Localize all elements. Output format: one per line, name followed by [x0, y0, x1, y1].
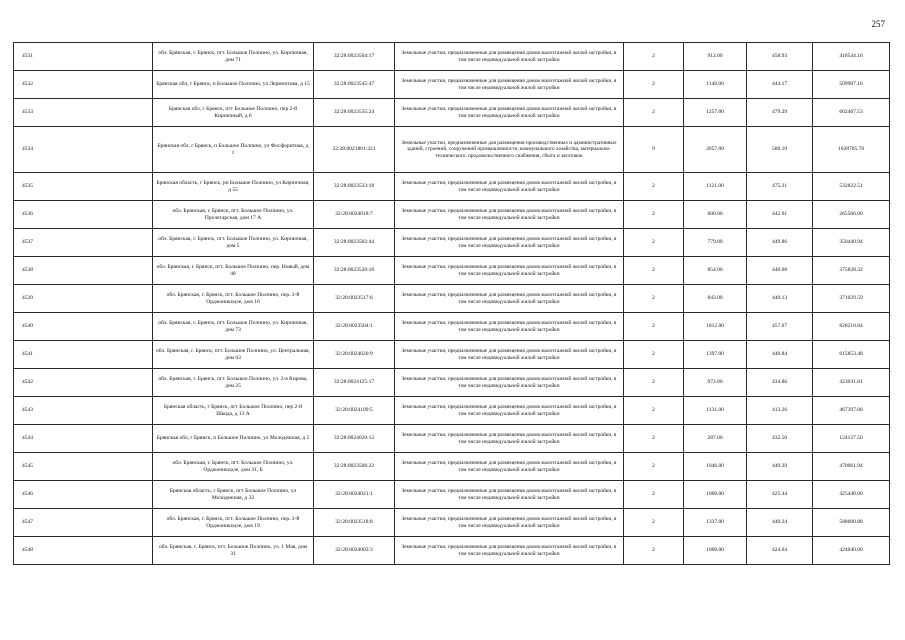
- table-row: [14, 369, 890, 397]
- cadastral-value-cell: 828210.84: [813, 313, 890, 341]
- land-use-type-cell: Земельные участки, предназначенные для размещения домов малоэтажной жилой застройки, в том числе индивидуальной жилой застройки: [395, 99, 624, 127]
- cadastral-number-cell: 32:28:0023517:6: [314, 285, 395, 313]
- registry-body: [14, 43, 890, 565]
- cadastral-value-cell: 509907.16: [813, 71, 890, 99]
- area-cell: 1046.00: [684, 453, 747, 481]
- address-cell: обл. Брянская, г. Брянск, пгт. Большое Полпино, ул. Кирпичная, дом 5: [153, 229, 314, 257]
- address-cell: обл. Брянская, г. Брянск, пгт. Большое Полпино, ул. Кирпичная, дом 71: [153, 43, 314, 71]
- cadastral-value-cell: 532822.51: [813, 173, 890, 201]
- table-row: [14, 173, 890, 201]
- row-number: 4537: [14, 229, 153, 257]
- group-cell: 2: [624, 99, 684, 127]
- table-row: [14, 397, 890, 425]
- cadastral-value-cell: 615853.48: [813, 341, 890, 369]
- row-number: 4539: [14, 285, 153, 313]
- specific-value-cell: 457.07: [747, 313, 813, 341]
- group-cell: 2: [624, 537, 684, 565]
- group-cell: 2: [624, 397, 684, 425]
- specific-value-cell: 442.61: [747, 201, 813, 229]
- land-use-type-cell: Земельные участки, предназначенные для размещения домов малоэтажной жилой застройки, в том числе индивидуальной жилой застройки: [395, 453, 624, 481]
- group-cell: 2: [624, 453, 684, 481]
- cadastral-number-cell: 32:28:0024020:9: [314, 341, 395, 369]
- specific-value-cell: 479.29: [747, 99, 813, 127]
- group-cell: 2: [624, 201, 684, 229]
- cadastral-value-cell: 425440.00: [813, 481, 890, 509]
- cadastral-number-cell: 32:28:0023518:8: [314, 509, 395, 537]
- specific-value-cell: 500.10: [747, 127, 813, 173]
- row-number: 4546: [14, 481, 153, 509]
- land-plot-registry-table: [13, 42, 890, 565]
- row-number: 4536: [14, 201, 153, 229]
- table-row: [14, 313, 890, 341]
- specific-value-cell: 440.13: [747, 285, 813, 313]
- row-number: 4534: [14, 127, 153, 173]
- address-cell: обл. Брянская, г. Брянск, пгт. Большое Полпино, ул. Кирпичная, дом 73: [153, 313, 314, 341]
- address-cell: Брянская обл, г Брянск, п Большое Полпино, ул Молодежная, д 2: [153, 425, 314, 453]
- row-number: 4540: [14, 313, 153, 341]
- page-number: 257: [871, 19, 885, 29]
- row-number: 4535: [14, 173, 153, 201]
- address-cell: обл. Брянская, г. Брянск, пгт. Большое Полпино, пер. 2-й Орджоникидзе, дом 16: [153, 285, 314, 313]
- row-number: 4545: [14, 453, 153, 481]
- cadastral-value-cell: 602467.53: [813, 99, 890, 127]
- row-number: 4532: [14, 71, 153, 99]
- table-row: [14, 341, 890, 369]
- cadastral-number-cell: 32:28:0024109:5: [314, 397, 395, 425]
- specific-value-cell: 440.84: [747, 341, 813, 369]
- specific-value-cell: 425.44: [747, 481, 813, 509]
- cadastral-number-cell: 32:28:0023520:18: [314, 257, 395, 285]
- area-cell: 1000.00: [684, 537, 747, 565]
- cadastral-number-cell: 32:28:0023502:44: [314, 229, 395, 257]
- address-cell: Брянская область, г Брянск, пгт Большое Полпино, пер 2-й Шкода, д 13 А: [153, 397, 314, 425]
- specific-value-cell: 432.50: [747, 425, 813, 453]
- group-cell: 2: [624, 369, 684, 397]
- group-cell: 2: [624, 43, 684, 71]
- land-use-type-cell: Земельные участки, предназначенные для размещения домов малоэтажной жилой застройки, в том числе индивидуальной жилой застройки: [395, 229, 624, 257]
- cadastral-number-cell: 32:28:0023535:24: [314, 99, 395, 127]
- cadastral-number-cell: 32:28:0024020:12: [314, 425, 395, 453]
- table-row: [14, 229, 890, 257]
- row-number: 4542: [14, 369, 153, 397]
- address-cell: обл. Брянская, г. Брянск, пгт. Большое Полпино, ул. 1 Мая, дом 31: [153, 537, 314, 565]
- cadastral-value-cell: 1028705.70: [813, 127, 890, 173]
- specific-value-cell: 458.93: [747, 43, 813, 71]
- area-cell: 1131.00: [684, 397, 747, 425]
- address-cell: обл. Брянская, г. Брянск, пгт. Большое Полпино, ул. Центральная, дом 63: [153, 341, 314, 369]
- cadastral-value-cell: 418544.16: [813, 43, 890, 71]
- cadastral-value-cell: 350440.94: [813, 229, 890, 257]
- area-cell: 1397.00: [684, 341, 747, 369]
- row-number: 4544: [14, 425, 153, 453]
- specific-value-cell: 444.17: [747, 71, 813, 99]
- area-cell: 1000.00: [684, 481, 747, 509]
- area-cell: 1121.00: [684, 173, 747, 201]
- group-cell: 2: [624, 173, 684, 201]
- cadastral-value-cell: 124127.50: [813, 425, 890, 453]
- land-use-type-cell: Земельные участки, предназначенные для размещения домов малоэтажной жилой застройки, в том числе индивидуальной жилой застройки: [395, 341, 624, 369]
- row-number: 4547: [14, 509, 153, 537]
- group-cell: 9: [624, 127, 684, 173]
- cadastral-number-cell: 32:28:0021801:321: [314, 127, 395, 173]
- table-row: [14, 285, 890, 313]
- area-cell: 843.00: [684, 285, 747, 313]
- cadastral-number-cell: 32:28:0024125:17: [314, 369, 395, 397]
- area-cell: 912.00: [684, 43, 747, 71]
- land-use-type-cell: Земельные участки, предназначенные для размещения домов малоэтажной жилой застройки, в том числе индивидуальной жилой застройки: [395, 397, 624, 425]
- cadastral-number-cell: 32:28:0024003:3: [314, 537, 395, 565]
- area-cell: 600.00: [684, 201, 747, 229]
- area-cell: 2057.00: [684, 127, 747, 173]
- table-row: [14, 453, 890, 481]
- group-cell: 2: [624, 313, 684, 341]
- specific-value-cell: 440.24: [747, 509, 813, 537]
- specific-value-cell: 475.31: [747, 173, 813, 201]
- land-use-type-cell: Земельные участки, предназначенные для размещения домов малоэтажной жилой застройки, в том числе индивидуальной жилой застройки: [395, 425, 624, 453]
- area-cell: 1257.00: [684, 99, 747, 127]
- specific-value-cell: 449.39: [747, 453, 813, 481]
- row-number: 4543: [14, 397, 153, 425]
- cadastral-number-cell: 32:28:0023545:47: [314, 71, 395, 99]
- table-row: [14, 71, 890, 99]
- cadastral-value-cell: 371029.59: [813, 285, 890, 313]
- land-use-type-cell: Земельные участки, предназначенные для размещения домов малоэтажной жилой застройки, в том числе индивидуальной жилой застройки: [395, 285, 624, 313]
- cadastral-value-cell: 375828.32: [813, 257, 890, 285]
- land-use-type-cell: Земельные участки, предназначенные для размещения домов малоэтажной жилой застройки, в том числе индивидуальной жилой застройки: [395, 313, 624, 341]
- specific-value-cell: 449.86: [747, 229, 813, 257]
- group-cell: 2: [624, 285, 684, 313]
- cadastral-value-cell: 265566.00: [813, 201, 890, 229]
- land-use-type-cell: Земельные участки, предназначенные для размещения производственных и административных зданий, строений, сооружений промышленности, коммунального хозяйства, материально-технического, продовольственного снабжения, сбыта и заготовок: [395, 127, 624, 173]
- cadastral-value-cell: 588600.88: [813, 509, 890, 537]
- cadastral-number-cell: 32:28:0023504:1: [314, 313, 395, 341]
- table-row: [14, 99, 890, 127]
- land-use-type-cell: Земельные участки, предназначенные для размещения домов малоэтажной жилой застройки, в том числе индивидуальной жилой застройки: [395, 257, 624, 285]
- table-row: [14, 537, 890, 565]
- land-use-type-cell: Земельные участки, предназначенные для размещения домов малоэтажной жилой застройки, в том числе индивидуальной жилой застройки: [395, 43, 624, 71]
- group-cell: 2: [624, 229, 684, 257]
- group-cell: 2: [624, 425, 684, 453]
- address-cell: Брянская область, г Брянск, пгт Большое Полпино, ул Молодежная, д 32: [153, 481, 314, 509]
- specific-value-cell: 413.26: [747, 397, 813, 425]
- group-cell: 2: [624, 509, 684, 537]
- land-use-type-cell: Земельные участки, предназначенные для размещения домов малоэтажной жилой застройки, в том числе индивидуальной жилой застройки: [395, 369, 624, 397]
- cadastral-value-cell: 470061.94: [813, 453, 890, 481]
- specific-value-cell: 440.08: [747, 257, 813, 285]
- table-row: [14, 257, 890, 285]
- address-cell: Брянская обл, г Брянск, пгт Большое Полпино, пер 2-й Кирпичный, д 6: [153, 99, 314, 127]
- address-cell: Брянская область, г Брянск, рп Большое Полпино, ул Кирпичная, д 55: [153, 173, 314, 201]
- group-cell: 2: [624, 257, 684, 285]
- cadastral-number-cell: 32:28:0023533:18: [314, 173, 395, 201]
- cadastral-number-cell: 32:28:0024018:7: [314, 201, 395, 229]
- land-use-type-cell: Земельные участки, предназначенные для размещения домов малоэтажной жилой застройки, в том числе индивидуальной жилой застройки: [395, 481, 624, 509]
- area-cell: 779.00: [684, 229, 747, 257]
- address-cell: обл. Брянская, г. Брянск, пгт. Большое Полпино, ул. 2-я Кирова, дом 25: [153, 369, 314, 397]
- area-cell: 1812.00: [684, 313, 747, 341]
- cadastral-number-cell: 32:28:0024021:1: [314, 481, 395, 509]
- land-use-type-cell: Земельные участки, предназначенные для размещения домов малоэтажной жилой застройки, в том числе индивидуальной жилой застройки: [395, 201, 624, 229]
- land-use-type-cell: Земельные участки, предназначенные для размещения домов малоэтажной жилой застройки, в том числе индивидуальной жилой застройки: [395, 537, 624, 565]
- area-cell: 854.00: [684, 257, 747, 285]
- group-cell: 2: [624, 341, 684, 369]
- row-number: 4538: [14, 257, 153, 285]
- address-cell: Брянская обл, г Брянск, п Большое Полпино, ул Лермонтова, д 15: [153, 71, 314, 99]
- table-row: [14, 481, 890, 509]
- address-cell: обл. Брянская, г. Брянск, пгт. Большое Полпино, ул. Пролетарская, дом 17 А: [153, 201, 314, 229]
- land-use-type-cell: Земельные участки, предназначенные для размещения домов малоэтажной жилой застройки, в том числе индивидуальной жилой застройки: [395, 71, 624, 99]
- address-cell: обл. Брянская, г. Брянск, пгт. Большое Полпино, ул. Орджоникидзе, дом 31, Б: [153, 453, 314, 481]
- table-row: [14, 127, 890, 173]
- area-cell: 1337.00: [684, 509, 747, 537]
- cadastral-number-cell: 32:28:0023504:17: [314, 43, 395, 71]
- address-cell: обл. Брянская, г. Брянск, пгт. Большое Полпино, пер. Новый, дом 48: [153, 257, 314, 285]
- row-number: 4541: [14, 341, 153, 369]
- table-row: [14, 509, 890, 537]
- row-number: 4531: [14, 43, 153, 71]
- specific-value-cell: 434.86: [747, 369, 813, 397]
- area-cell: 1148.00: [684, 71, 747, 99]
- land-use-type-cell: Земельные участки, предназначенные для размещения домов малоэтажной жилой застройки, в том числе индивидуальной жилой застройки: [395, 509, 624, 537]
- cadastral-number-cell: 32:28:0023506:22: [314, 453, 395, 481]
- row-number: 4548: [14, 537, 153, 565]
- address-cell: Брянская обл, г Брянск, п Большое Полпино, ул Фосфоритная, д 1: [153, 127, 314, 173]
- land-use-type-cell: Земельные участки, предназначенные для размещения домов малоэтажной жилой застройки, в том числе индивидуальной жилой застройки: [395, 173, 624, 201]
- group-cell: 2: [624, 481, 684, 509]
- area-cell: 287.00: [684, 425, 747, 453]
- area-cell: 972.80: [684, 369, 747, 397]
- cadastral-value-cell: 467397.06: [813, 397, 890, 425]
- table-row: [14, 43, 890, 71]
- group-cell: 2: [624, 71, 684, 99]
- table-row: [14, 201, 890, 229]
- specific-value-cell: 424.04: [747, 537, 813, 565]
- address-cell: обл. Брянская, г. Брянск, пгт. Большое Полпино, пер. 2-й Орджоникидзе, дом 19: [153, 509, 314, 537]
- cadastral-value-cell: 423031.81: [813, 369, 890, 397]
- table-row: [14, 425, 890, 453]
- row-number: 4533: [14, 99, 153, 127]
- cadastral-value-cell: 424040.00: [813, 537, 890, 565]
